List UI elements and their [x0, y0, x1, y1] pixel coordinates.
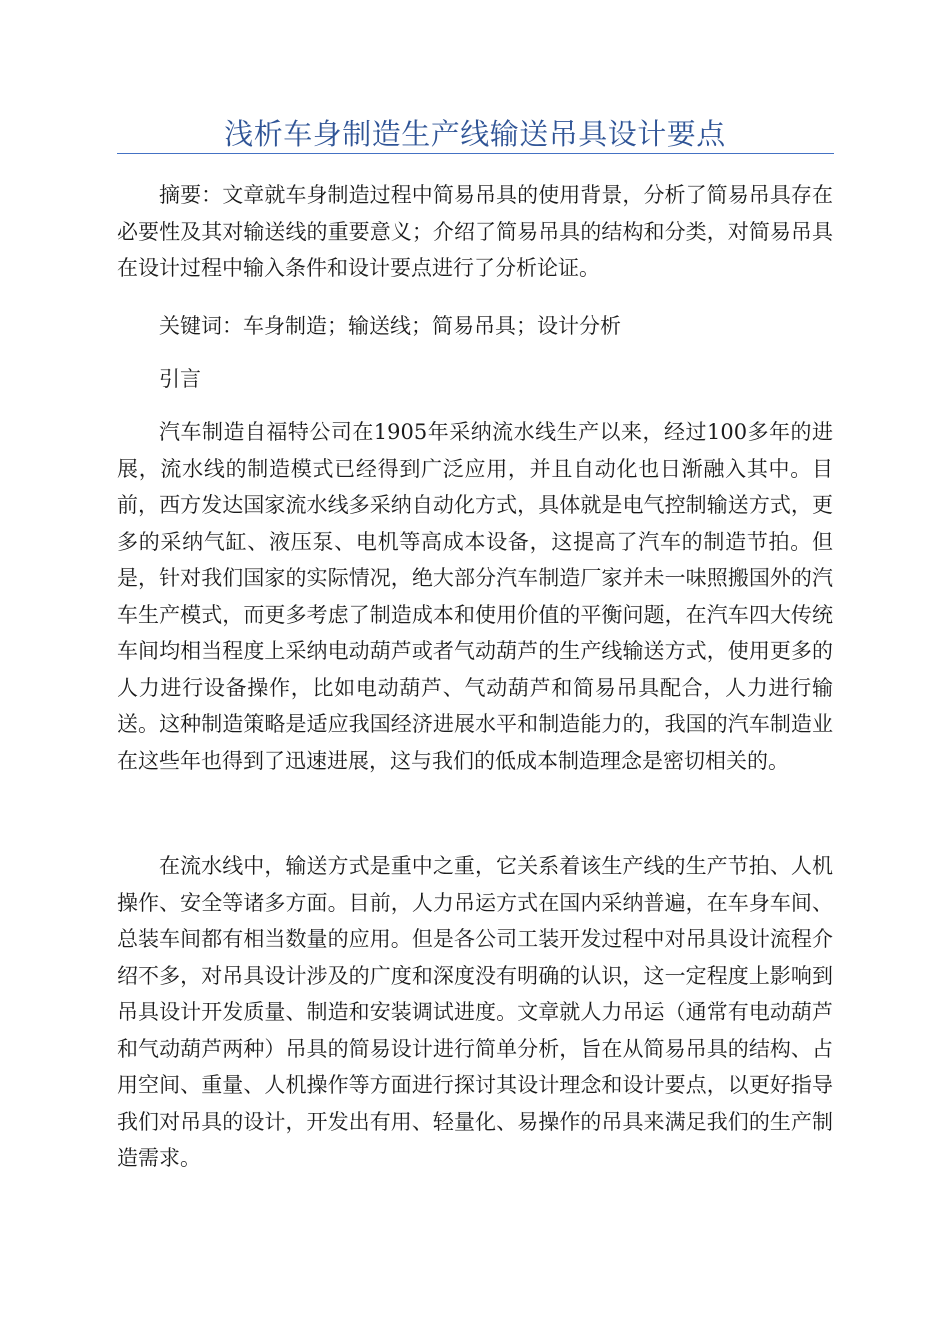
- body-paragraph-1: 汽车制造自福特公司在1905年采纳流水线生产以来，经过100多年的进展，流水线的制造模式已经得到广泛应用，并且自动化也日渐融入其中。目前，西方发达国家流水线多采纳自动化方式，具体就是电气控制输送方式，更多的采纳气缸、液压泵、电机等高成本设备，这提高了汽车的制造节拍。但是，针对我们国家的实际情况，绝大部分汽车制造厂家并未一味照搬国外的汽车生产模式，而更多考虑了制造成本和使用价值的平衡问题，在汽车四大传统车间均相当程度上采纳电动葫芦或者气动葫芦的生产线输送方式，使用更多的人力进行设备操作，比如电动葫芦、气动葫芦和简易吊具配合，人力进行输送。这种制造策略是适应我国经济进展水平和制造能力的，我国的汽车制造业在这些年也得到了迅速进展，这与我们的低成本制造理念是密切相关的。: [117, 420, 833, 773]
- keywords-line: 关键词：车身制造；输送线；简易吊具；设计分析: [159, 314, 621, 338]
- title-underline: [117, 153, 834, 154]
- intro-heading: 引言: [159, 367, 201, 391]
- document-title: 浅析车身制造生产线输送吊具设计要点: [224, 117, 726, 151]
- body-paragraph-2: 在流水线中，输送方式是重中之重，它关系着该生产线的生产节拍、人机操作、安全等诸多方面。目前，人力吊运方式在国内采纳普遍，在车身车间、总装车间都有相当数量的应用。但是各公司工装开发过程中对吊具设计流程介绍不多，对吊具设计涉及的广度和深度没有明确的认识，这一定程度上影响到吊具设计开发质量、制造和安装调试进度。文章就人力吊运（通常有电动葫芦和气动葫芦两种）吊具的简易设计进行简单分析，旨在从简易吊具的结构、占用空间、重量、人机操作等方面进行探讨其设计理念和设计要点，以更好指导我们对吊具的设计，开发出有用、轻量化、易操作的吊具来满足我们的生产制造需求。: [117, 854, 833, 1170]
- abstract-paragraph: 摘要：文章就车身制造过程中简易吊具的使用背景，分析了简易吊具存在必要性及其对输送线的重要意义；介绍了简易吊具的结构和分类，对简易吊具在设计过程中输入条件和设计要点进行了分析论证。: [117, 183, 833, 280]
